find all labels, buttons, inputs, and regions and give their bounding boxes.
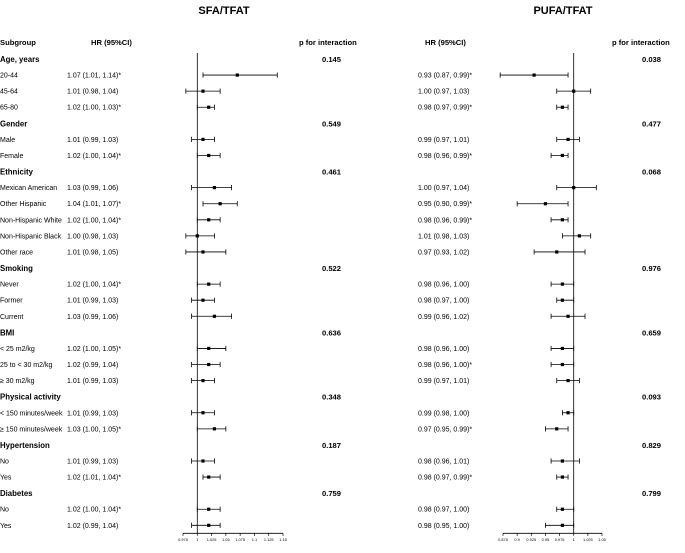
subgroup-label: Mexican American xyxy=(0,185,58,193)
hr-point xyxy=(544,202,547,205)
axis-tick-label: 0.875 xyxy=(498,536,508,542)
group-name: Hypertension xyxy=(0,440,50,450)
pufa-ci-mark xyxy=(551,458,579,463)
axis-tick-label: 1.025 xyxy=(582,536,593,542)
pufa-ci-mark xyxy=(551,153,568,158)
sfa-ci-mark xyxy=(197,507,220,512)
subgroup-label: 45-64 xyxy=(0,88,18,96)
subgroup-row xyxy=(0,201,472,208)
hr-point xyxy=(561,475,564,478)
sfa-ci-mark xyxy=(197,217,220,222)
pufa-ci-mark xyxy=(500,72,568,77)
pufa-p-value: 0.093 xyxy=(642,392,662,402)
pufa-p-value: 0.068 xyxy=(642,167,662,177)
sfa-ci-mark xyxy=(186,233,215,238)
subgroup-label: Former xyxy=(0,297,23,305)
subgroup-label: 25 to < 30 m2/kg xyxy=(0,362,53,370)
subgroup-row xyxy=(0,298,469,305)
hr-point xyxy=(213,427,216,430)
pufa-ci-mark xyxy=(562,233,590,238)
subgroup-row xyxy=(0,362,472,369)
axis-tick-label: 1.1 xyxy=(251,536,258,542)
pufa-ci-mark xyxy=(557,378,580,383)
pufa-hr-ci-text: 0.98 (0.96, 0.99)* xyxy=(418,217,473,225)
group-name: Physical activity xyxy=(0,392,61,402)
hr-point xyxy=(201,90,204,93)
subgroup-row xyxy=(0,233,469,240)
pufa-hr-ci-text: 0.98 (0.95, 1.00) xyxy=(418,522,470,530)
subgroup-row xyxy=(0,282,469,289)
pufa-hr-ci-text: 1.00 (0.97, 1.04) xyxy=(418,185,470,193)
subgroup-label: Yes xyxy=(0,522,12,530)
axis-tick-label: 1 xyxy=(196,536,199,542)
sfa-ci-mark xyxy=(197,426,226,431)
pufa-ci-mark xyxy=(551,362,574,367)
group-header-row xyxy=(0,119,661,128)
forest-rows xyxy=(0,55,661,530)
group-name: BMI xyxy=(0,328,15,338)
pufa-p-value: 0.829 xyxy=(642,440,662,450)
hr-point xyxy=(213,315,216,318)
hr-point xyxy=(566,379,569,382)
pufa-hr-ci-text: 0.99 (0.98, 1.00) xyxy=(418,410,470,418)
hr-point xyxy=(201,459,204,462)
sfa-hr-ci-text: 1.07 (1.01, 1.14)* xyxy=(67,72,122,80)
pufa-hr-ci-text: 0.98 (0.97, 1.00) xyxy=(418,297,470,305)
pufa-ci-mark xyxy=(517,201,568,206)
group-header-row xyxy=(0,489,661,498)
pufa-ci-mark xyxy=(551,282,574,287)
pufa-ci-mark xyxy=(551,217,568,222)
subgroup-row xyxy=(0,459,469,466)
hr-point xyxy=(207,154,210,157)
pufa-p-value: 0.799 xyxy=(642,489,662,499)
pufa-ci-mark xyxy=(562,410,573,415)
subgroup-row xyxy=(0,249,469,256)
hr-point xyxy=(207,347,210,350)
sfa-ci-mark xyxy=(192,137,215,142)
pufa-p-header: p for interaction xyxy=(612,38,670,47)
pufa-hr-ci-text: 0.98 (0.96, 1.00)* xyxy=(418,362,473,370)
pufa-hr-ci-text: 0.95 (0.90, 0.99)* xyxy=(418,201,473,209)
group-header-row xyxy=(0,55,661,64)
axis-tick-label: 1.15 xyxy=(279,536,287,542)
sfa-ci-mark xyxy=(186,249,226,254)
subgroup-label: No xyxy=(0,506,9,514)
axis-tick-label: 0.975 xyxy=(554,536,565,542)
sfa-hr-ci-text: 1.02 (1.00, 1.04)* xyxy=(67,217,122,225)
pufa-hr-ci-text: 0.97 (0.95, 0.99)* xyxy=(418,426,473,434)
group-name: Ethnicity xyxy=(0,167,33,177)
hr-point xyxy=(207,218,210,221)
subgroup-header: Subgroup xyxy=(0,38,36,47)
sfa-hr-ci-text: 1.01 (0.98, 1.05) xyxy=(67,249,119,257)
sfa-p-value: 0.759 xyxy=(322,489,342,499)
subgroup-label: Yes xyxy=(0,474,12,482)
hr-point xyxy=(566,411,569,414)
sfa-hr-ci-text: 1.02 (1.00, 1.05)* xyxy=(67,345,122,353)
pufa-hr-ci-text: 0.98 (0.97, 1.00) xyxy=(418,506,470,514)
subgroup-row xyxy=(0,105,472,112)
hr-point xyxy=(207,508,210,511)
subgroup-label: No xyxy=(0,458,9,466)
group-name: Gender xyxy=(0,119,28,129)
sfa-p-value: 0.461 xyxy=(322,167,342,177)
subgroup-row xyxy=(0,475,472,482)
pufa-hr-header: HR (95%CI) xyxy=(425,38,466,47)
sfa-panel-title: SFA/TFAT xyxy=(198,5,250,17)
subgroup-label: Never xyxy=(0,281,19,289)
pufa-ci-mark xyxy=(557,105,568,110)
sfa-ci-mark xyxy=(192,298,215,303)
sfa-hr-ci-text: 1.03 (1.00, 1.05)* xyxy=(67,426,122,434)
pufa-hr-ci-text: 0.99 (0.97, 1.01) xyxy=(418,378,470,386)
hr-point xyxy=(561,283,564,286)
pufa-ci-mark xyxy=(534,249,585,254)
axis-tick-label: 0.975 xyxy=(178,536,188,542)
pufa-ci-mark xyxy=(557,185,597,190)
sfa-hr-ci-text: 1.02 (1.00, 1.04)* xyxy=(67,152,122,160)
sfa-ci-mark xyxy=(197,346,226,351)
hr-point xyxy=(213,186,216,189)
subgroup-row xyxy=(0,346,469,353)
subgroup-row xyxy=(0,314,469,321)
sfa-hr-ci-text: 1.02 (1.00, 1.03)* xyxy=(67,104,122,112)
subgroup-row xyxy=(0,523,469,530)
sfa-hr-ci-text: 1.03 (0.99, 1.06) xyxy=(67,185,119,193)
pufa-hr-ci-text: 0.98 (0.96, 1.00) xyxy=(418,281,470,289)
forest-marks xyxy=(186,72,596,527)
sfa-hr-ci-text: 1.01 (0.99, 1.03) xyxy=(67,297,119,305)
sfa-hr-ci-text: 1.02 (1.00, 1.04)* xyxy=(67,281,122,289)
hr-point xyxy=(533,73,536,76)
sfa-ci-mark xyxy=(197,153,220,158)
pufa-hr-ci-text: 0.98 (0.96, 1.00) xyxy=(418,345,470,353)
hr-point xyxy=(207,475,210,478)
subgroup-label: Non-Hispanic White xyxy=(0,217,62,225)
subgroup-label: Female xyxy=(0,152,24,160)
hr-point xyxy=(207,363,210,366)
sfa-ci-mark xyxy=(203,201,237,206)
pufa-ci-mark xyxy=(545,426,568,431)
pufa-hr-ci-text: 0.93 (0.87, 0.99)* xyxy=(418,72,473,80)
subgroup-row xyxy=(0,89,469,96)
subgroup-label: < 25 m2/kg xyxy=(0,345,35,353)
sfa-p-value: 0.522 xyxy=(322,264,342,274)
axis-tick-label: 1 xyxy=(572,536,575,542)
hr-point xyxy=(561,459,564,462)
sfa-hr-ci-text: 1.02 (0.99, 1.04) xyxy=(67,362,119,370)
sfa-hr-ci-text: 1.01 (0.99, 1.03) xyxy=(67,378,119,386)
subgroup-label: Other race xyxy=(0,249,34,257)
pufa-ci-mark xyxy=(557,507,574,512)
pufa-hr-ci-text: 1.00 (0.97, 1.03) xyxy=(418,88,470,96)
group-header-row xyxy=(0,328,661,337)
pufa-hr-ci-text: 0.97 (0.93, 1.02) xyxy=(418,249,470,257)
hr-point xyxy=(561,218,564,221)
axis-tick-label: 1.025 xyxy=(206,536,217,542)
subgroup-row xyxy=(0,153,472,160)
subgroup-row xyxy=(0,507,469,514)
sfa-ci-mark xyxy=(197,282,220,287)
hr-point xyxy=(207,283,210,286)
subgroup-row xyxy=(0,426,472,433)
hr-point xyxy=(566,315,569,318)
sfa-ci-mark xyxy=(192,523,221,528)
hr-point xyxy=(201,411,204,414)
sfa-ci-mark xyxy=(192,410,215,415)
sfa-ci-mark xyxy=(192,458,215,463)
hr-point xyxy=(201,299,204,302)
sfa-hr-ci-text: 1.02 (1.00, 1.04)* xyxy=(67,506,122,514)
pufa-hr-ci-text: 0.99 (0.96, 1.02) xyxy=(418,313,470,321)
subgroup-label: Male xyxy=(0,136,16,144)
axis-tick-label: 0.9 xyxy=(514,536,520,542)
pufa-ci-mark xyxy=(551,314,585,319)
axis-tick-label: 1.125 xyxy=(263,536,274,542)
hr-point xyxy=(561,524,564,527)
subgroup-row xyxy=(0,137,469,144)
hr-point xyxy=(561,299,564,302)
pufa-p-value: 0.477 xyxy=(642,119,662,129)
subgroup-label: Current xyxy=(0,313,24,321)
subgroup-label: Other Hispanic xyxy=(0,201,47,209)
pufa-hr-ci-text: 0.99 (0.97, 1.01) xyxy=(418,136,470,144)
pufa-ci-mark xyxy=(551,346,574,351)
subgroup-label: 65-80 xyxy=(0,104,18,112)
hr-point xyxy=(578,234,581,237)
sfa-hr-ci-text: 1.04 (1.01, 1.07)* xyxy=(67,201,122,209)
pufa-hr-ci-text: 0.98 (0.96, 1.01) xyxy=(418,458,470,466)
sfa-p-header: p for interaction xyxy=(299,38,357,47)
pufa-p-value: 0.038 xyxy=(642,55,662,64)
pufa-ci-mark xyxy=(545,523,573,528)
axis-tick-label: 1.05 xyxy=(222,536,230,542)
sfa-hr-ci-text: 1.03 (0.99, 1.06) xyxy=(67,313,119,321)
hr-point xyxy=(201,138,204,141)
group-name: Smoking xyxy=(0,264,33,274)
hr-point xyxy=(555,250,558,253)
group-header-row xyxy=(0,441,661,450)
pufa-ci-mark xyxy=(557,298,574,303)
subgroup-label: < 150 minutes/week xyxy=(0,410,63,418)
sfa-hr-ci-text: 1.02 (1.01, 1.04)* xyxy=(67,474,122,482)
subgroup-label: 20-44 xyxy=(0,72,18,80)
hr-point xyxy=(236,73,239,76)
sfa-ci-mark xyxy=(203,72,277,77)
subgroup-label: ≥ 30 m2/kg xyxy=(0,378,35,386)
sfa-hr-ci-text: 1.01 (0.99, 1.03) xyxy=(67,458,119,466)
group-header-row xyxy=(0,393,661,402)
pufa-x-axis xyxy=(498,533,606,542)
pufa-hr-ci-text: 0.98 (0.96, 0.99)* xyxy=(418,152,473,160)
subgroup-label: Non-Hispanic Black xyxy=(0,233,62,241)
axis-tick-label: 0.925 xyxy=(526,536,537,542)
pufa-p-value: 0.976 xyxy=(642,264,662,274)
forest-axes xyxy=(178,53,606,542)
hr-point xyxy=(561,154,564,157)
axis-tick-label: 0.95 xyxy=(541,536,550,542)
hr-point xyxy=(201,250,204,253)
pufa-hr-ci-text: 0.98 (0.97, 0.99)* xyxy=(418,474,473,482)
sfa-hr-ci-text: 1.00 (0.98, 1.03) xyxy=(67,233,119,241)
sfa-x-axis xyxy=(178,533,287,542)
pufa-hr-ci-text: 0.98 (0.97, 0.99)* xyxy=(418,104,473,112)
subgroup-row xyxy=(0,410,469,417)
subgroup-label: ≥ 150 minutes/week xyxy=(0,426,63,434)
pufa-panel-title: PUFA/TFAT xyxy=(533,5,593,17)
hr-point xyxy=(566,138,569,141)
sfa-hr-ci-text: 1.02 (0.99, 1.04) xyxy=(67,522,119,530)
subgroup-row xyxy=(0,185,469,192)
hr-point xyxy=(561,347,564,350)
group-name: Diabetes xyxy=(0,489,33,499)
hr-point xyxy=(207,524,210,527)
hr-point xyxy=(555,427,558,430)
hr-point xyxy=(201,379,204,382)
hr-point xyxy=(561,106,564,109)
sfa-p-value: 0.145 xyxy=(322,55,342,64)
subgroup-row xyxy=(0,217,472,224)
axis-tick-label: 1.05 xyxy=(598,536,606,542)
sfa-ci-mark xyxy=(192,362,221,367)
sfa-p-value: 0.187 xyxy=(322,440,342,450)
hr-point xyxy=(207,106,210,109)
pufa-ci-mark xyxy=(557,474,568,479)
subgroup-row xyxy=(0,378,469,385)
sfa-p-value: 0.348 xyxy=(322,392,342,402)
sfa-ci-mark xyxy=(192,378,215,383)
sfa-hr-ci-text: 1.01 (0.98, 1.04) xyxy=(67,88,119,96)
sfa-hr-header: HR (95%CI) xyxy=(91,38,132,47)
group-header-row xyxy=(0,168,661,177)
sfa-ci-mark xyxy=(186,89,220,94)
sfa-hr-ci-text: 1.01 (0.99, 1.03) xyxy=(67,136,119,144)
group-name: Age, years xyxy=(0,55,40,64)
sfa-p-value: 0.549 xyxy=(322,119,342,129)
pufa-hr-ci-text: 1.01 (0.98, 1.03) xyxy=(418,233,470,241)
sfa-ci-mark xyxy=(203,474,220,479)
pufa-ci-mark xyxy=(557,137,580,142)
axis-tick-label: 1.075 xyxy=(235,536,246,542)
hr-point xyxy=(219,202,222,205)
hr-point xyxy=(561,363,564,366)
group-header-row xyxy=(0,264,661,273)
sfa-hr-ci-text: 1.01 (0.99, 1.03) xyxy=(67,410,119,418)
sfa-p-value: 0.636 xyxy=(322,328,342,338)
pufa-p-value: 0.659 xyxy=(642,328,662,338)
hr-point xyxy=(561,508,564,511)
sfa-ci-mark xyxy=(197,105,214,110)
